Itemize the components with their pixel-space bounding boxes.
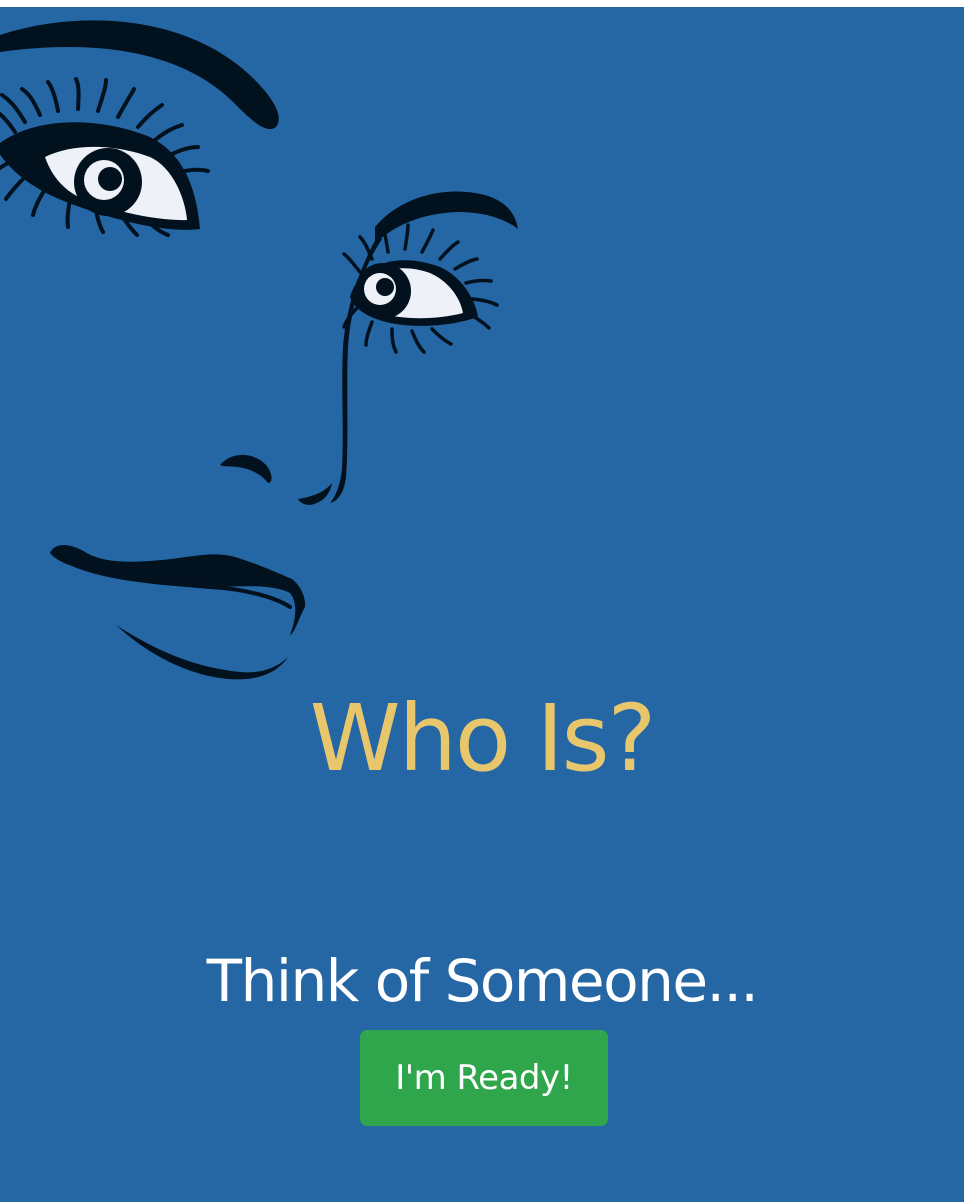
left-pupil (98, 167, 122, 191)
page-title: Who Is? (309, 685, 655, 792)
page-subtitle: Think of Someone... (206, 947, 758, 1015)
right-pupil (376, 278, 394, 296)
woman-face-line-art (0, 7, 540, 687)
ready-button[interactable]: I'm Ready! (360, 1030, 608, 1126)
nostril (220, 455, 272, 483)
upper-lip (50, 545, 305, 635)
lower-lip (116, 625, 288, 679)
nose-tip (298, 483, 332, 505)
right-eyebrow (375, 192, 518, 243)
left-eyebrow (0, 20, 279, 129)
page-background (0, 7, 964, 1202)
